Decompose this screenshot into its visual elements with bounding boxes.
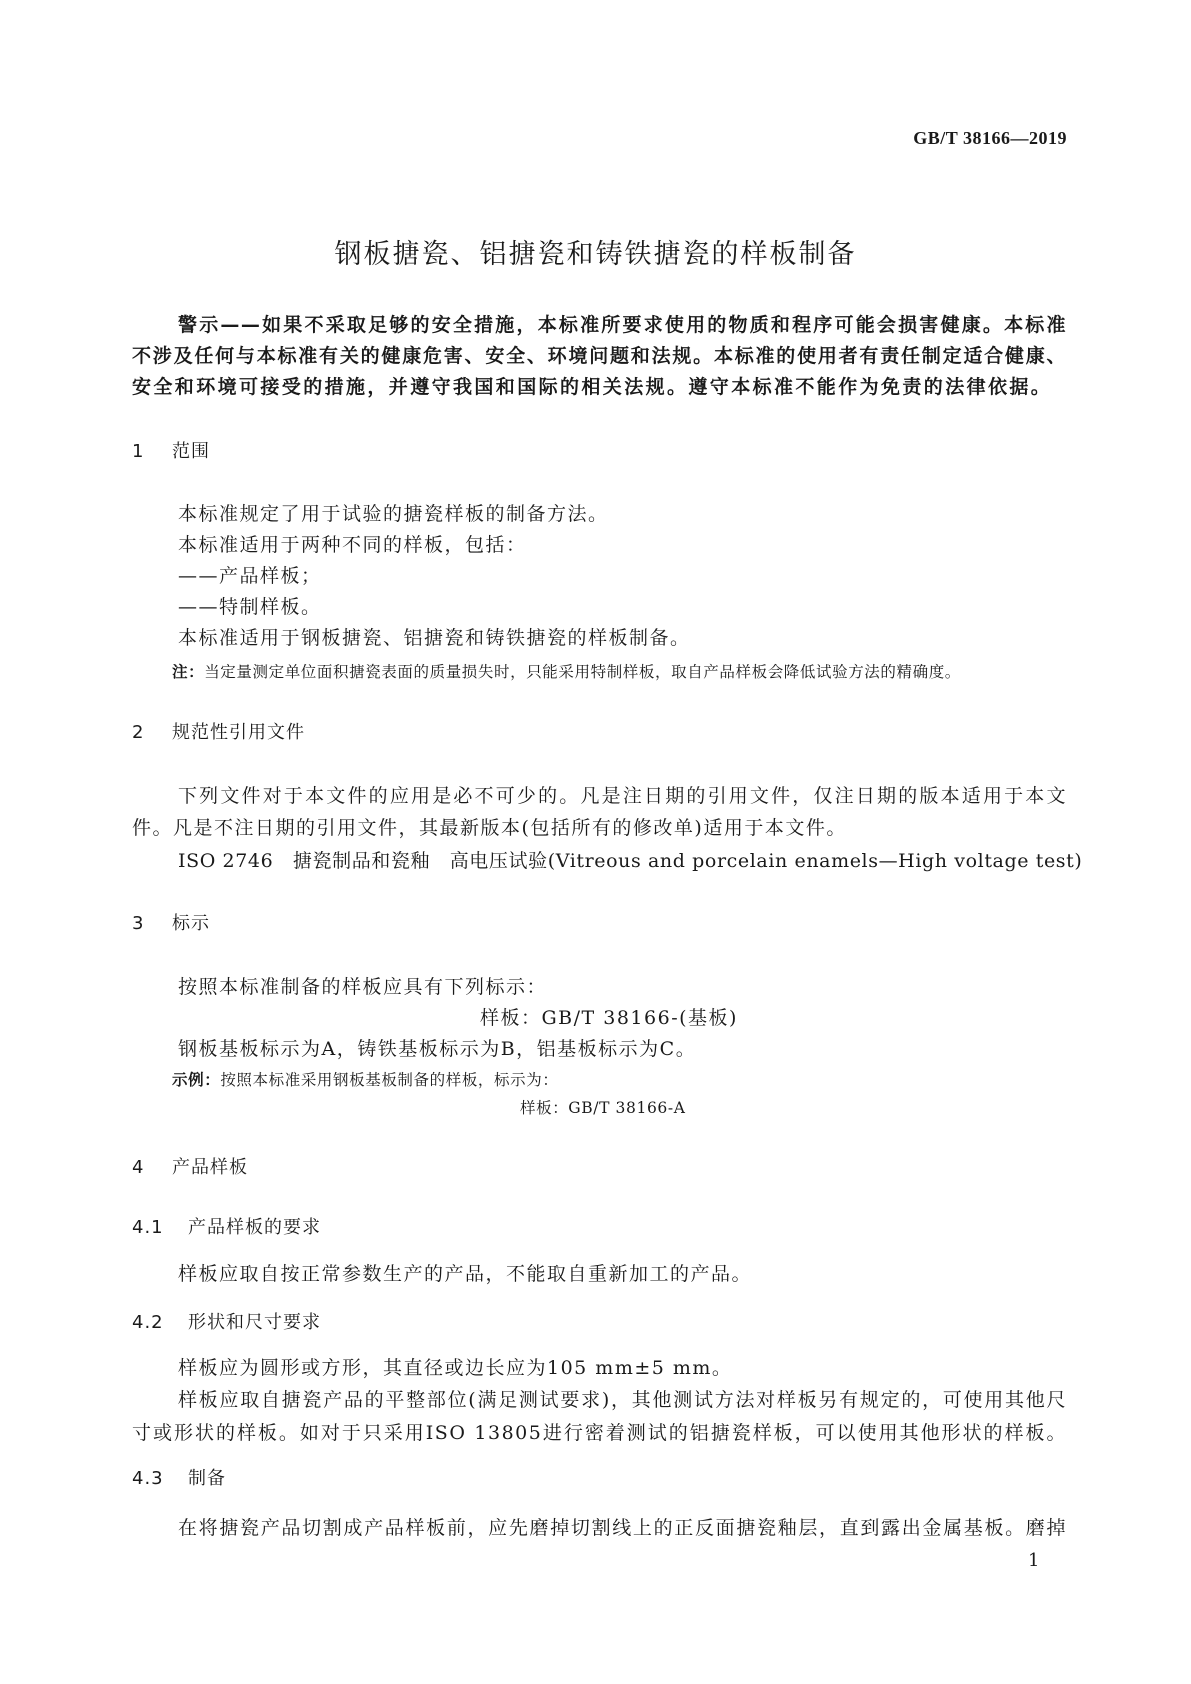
paragraph: 在将搪瓷产品切割成产品样板前，应先磨掉切割线上的正反面搪瓷釉层，直到露出金属基板。磨掉 (178, 1517, 1067, 1539)
section-number: 2 (132, 722, 145, 743)
paragraph: 本标准适用于两种不同的样板，包括： (178, 534, 527, 556)
warning-line: 警示——如果不采取足够的安全措施，本标准所要求使用的物质和程序可能会损害健康。本标准 (178, 314, 1067, 336)
section-number: 4 (132, 1157, 145, 1178)
marking-format: 样板：GB/T 38166-(基板) (480, 1007, 738, 1029)
section-number: 3 (132, 913, 145, 934)
document-title: 钢板搪瓷、铝搪瓷和铸铁搪瓷的样板制备 (334, 239, 857, 270)
section-heading (132, 912, 1067, 936)
section-heading (132, 721, 1067, 745)
list-item: ——特制样板。 (178, 596, 322, 618)
note (172, 660, 1061, 684)
warning-line: 安全和环境可接受的措施，并遵守我国和国际的相关法规。遵守本标准不能作为免责的法律依据。 (132, 376, 1053, 398)
paragraph: 件。凡是不注日期的引用文件，其最新版本(包括所有的修改单)适用于本文件。 (132, 817, 847, 839)
example (172, 1068, 1107, 1092)
paragraph: 钢板基板标示为A，铸铁基板标示为B，铝基板标示为C。 (178, 1038, 697, 1060)
warning-line: 不涉及任何与本标准有关的健康危害、安全、环境问题和法规。本标准的使用者有责任制定适合健康、 (132, 345, 1067, 367)
subsection-heading (132, 1216, 1067, 1240)
paragraph: 本标准规定了用于试验的搪瓷样板的制备方法。 (178, 503, 609, 525)
section-title: 形状和尺寸要求 (188, 1312, 321, 1333)
paragraph: 下列文件对于本文件的应用是必不可少的。凡是注日期的引用文件，仅注日期的版本适用于本文 (178, 785, 1067, 807)
section-title: 产品样板 (172, 1157, 248, 1178)
standard-number: GB/T 38166—2019 (913, 128, 1067, 148)
example-value: 样板：GB/T 38166-A (520, 1099, 686, 1117)
example-text: 按照本标准采用钢板基板制备的样板，标示为： (220, 1071, 559, 1089)
note-text: 当定量测定单位面积搪瓷表面的质量损失时，只能采用特制样板，取自产品样板会降低试验方法的精确度。 (204, 663, 961, 681)
paragraph: 样板应取自按正常参数生产的产品，不能取自重新加工的产品。 (178, 1263, 753, 1285)
section-heading (132, 440, 1067, 464)
list-item: ——产品样板； (178, 565, 322, 587)
example-label: 示例： (172, 1071, 221, 1089)
reference-entry: ISO 2746 搪瓷制品和瓷釉 高电压试验(Vitreous and porcelain enamels—High voltage test) (178, 850, 1083, 872)
section-title: 规范性引用文件 (172, 722, 305, 743)
section-number: 1 (132, 441, 145, 462)
section-heading (132, 1156, 1067, 1180)
paragraph: 样板应取自搪瓷产品的平整部位(满足测试要求)，其他测试方法对样板另有规定的，可使用其他尺 (178, 1389, 1067, 1411)
section-number: 4.2 (132, 1312, 164, 1333)
section-title: 标示 (172, 913, 210, 934)
paragraph: 本标准适用于钢板搪瓷、铝搪瓷和铸铁搪瓷的样板制备。 (178, 627, 691, 649)
section-title: 产品样板的要求 (188, 1217, 321, 1238)
section-title: 范围 (172, 441, 210, 462)
paragraph: 按照本标准制备的样板应具有下列标示： (178, 976, 548, 998)
paragraph: 寸或形状的样板。如对于只采用ISO 13805进行密着测试的铝搪瓷样板，可以使用其他形状的样板。 (132, 1422, 1067, 1444)
section-title: 制备 (188, 1468, 226, 1489)
subsection-heading (132, 1311, 1067, 1335)
subsection-heading (132, 1467, 1067, 1491)
section-number: 4.1 (132, 1217, 164, 1238)
note-label: 注： (172, 663, 205, 681)
section-number: 4.3 (132, 1468, 164, 1489)
page-number: 1 (1028, 1550, 1040, 1571)
paragraph: 样板应为圆形或方形，其直径或边长应为105 mm±5 mm。 (178, 1357, 733, 1379)
